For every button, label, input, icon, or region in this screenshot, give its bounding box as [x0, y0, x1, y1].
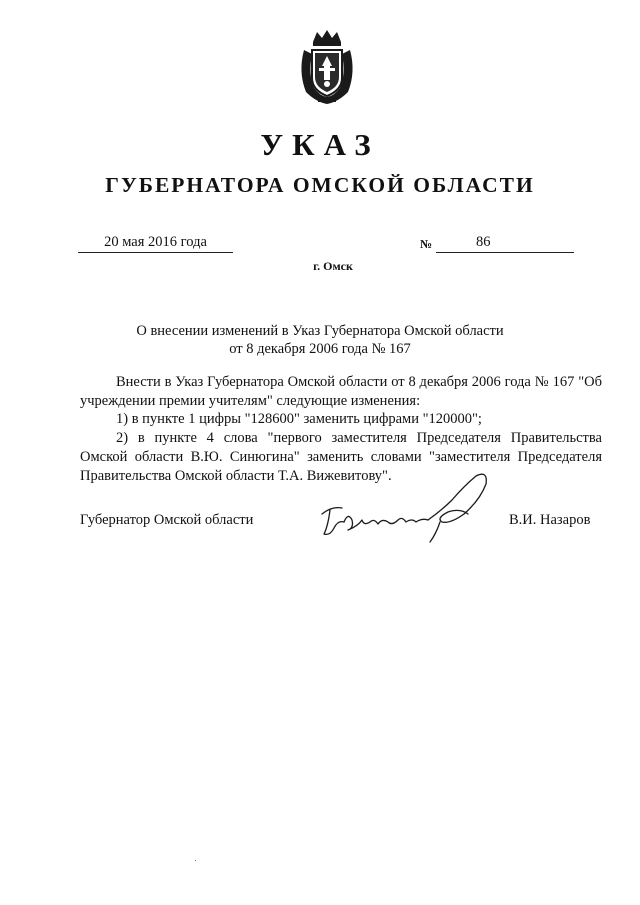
heading-line-2: от 8 декабря 2006 года № 167: [229, 341, 411, 357]
signatory-name: В.И. Назаров: [509, 512, 591, 528]
document-date: 20 мая 2016 года: [78, 233, 233, 253]
paragraph-intro: Внести в Указ Губернатора Омской области от 8 декабря 2006 года № 167 "Об учреждении премии учителям" следующие изменения:: [80, 374, 602, 409]
paragraph-item-1: 1) в пункте 1 цифры "128600" заменить цифрами "120000";: [116, 411, 482, 428]
city-label: г. Омск: [313, 259, 353, 273]
document-subtitle: ГУБЕРНАТОРА ОМСКОЙ ОБЛАСТИ: [105, 173, 535, 197]
document-number: 86: [436, 233, 574, 253]
document-body: [80, 373, 602, 485]
scan-speck: [195, 860, 196, 861]
handwritten-signature-icon: [318, 470, 498, 550]
document-title: УКАЗ: [260, 127, 380, 162]
signatory-position: Губернатор Омской области: [80, 512, 254, 528]
paragraph-item-2: 2) в пункте 4 слова "первого заместителя Председателя Правительства Омской области В.Ю. Синюгина" заменить словами "заместителя Председателя Правительства Омской области Т.А. Вижевитову".: [80, 430, 602, 484]
heading-line-1: О внесении изменений в Указ Губернатора Омской области: [136, 323, 504, 339]
number-sign: №: [420, 237, 433, 251]
document-heading: [90, 322, 550, 358]
omsk-region-coat-of-arms-icon: [296, 28, 358, 106]
